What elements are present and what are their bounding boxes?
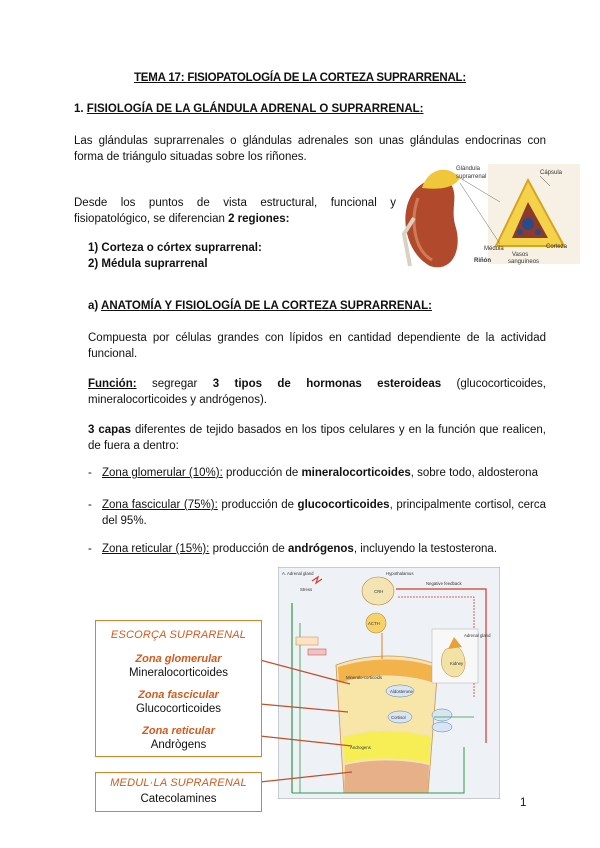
zone-hormone: glucocorticoides xyxy=(297,499,390,511)
zone-name: Zona fascicular (75%): xyxy=(102,499,218,511)
legend-hormone-androgens: Andrògens xyxy=(150,739,207,751)
medulla-legend-box xyxy=(95,772,262,812)
zone-hormone: mineralocorticoides xyxy=(301,467,411,479)
section-1-heading xyxy=(74,103,424,115)
kidney-label: Kidney xyxy=(450,661,464,666)
regions-paragraph-bold: 2 regiones: xyxy=(228,213,290,225)
regions-paragraph-text: Desde los puntos de vista estructural, funcional y fisiopatológico, se diferencian xyxy=(74,197,396,225)
aldosterone-label: Aldosterone xyxy=(390,689,413,694)
regions-list xyxy=(88,240,262,272)
adrenal-cap xyxy=(422,170,460,189)
zone-hormone: andrógenos xyxy=(288,543,354,555)
zone-item-glomerular: - Zona glomerular (10%): producción de mineralocorticoides, sobre todo, aldosterona xyxy=(88,467,538,479)
adrenal-gland-label: Adrenal gland xyxy=(464,633,491,638)
layers-bold: 3 capas xyxy=(88,424,131,436)
section-a-prefix: a) xyxy=(88,300,99,312)
label-sanguineos: sanguíneos xyxy=(508,259,540,265)
feedback-label: Negative feedback xyxy=(426,581,462,586)
mineralo-label: Mineralo-corticoids xyxy=(346,675,383,680)
function-label: Función: xyxy=(88,378,137,390)
legend-hormone-catecolamines: Catecolamines xyxy=(140,793,217,805)
connector-glomerular xyxy=(260,660,350,684)
acth-label: ACTH xyxy=(368,621,380,626)
label-capsula: Cápsula xyxy=(540,170,563,176)
zone-item-fascicular: - Zona fascicular (75%): producción de glucocorticoides, principalmente cortisol, cerca del 95%. xyxy=(88,499,547,527)
legend-zone-fascicular: Zona fascicular xyxy=(138,689,219,701)
stress-label: Stress xyxy=(300,587,313,592)
section-a-heading xyxy=(88,300,432,312)
function-bold: 3 tipos de hormonas esteroideas xyxy=(212,378,442,390)
crh-label: CRH xyxy=(374,589,384,594)
page-number: 1 xyxy=(520,797,527,809)
intro-paragraph: Las glándulas suprarrenales o glándulas adrenales son unas glándulas endocrinas con forma de triángulo situadas sobre los riñones. xyxy=(74,135,546,163)
zone-name: Zona reticular (15%): xyxy=(102,543,210,555)
cortex-legend-box xyxy=(95,620,262,757)
legend-hormone-mineralocorticoides: Mineralocorticoides xyxy=(128,667,229,679)
legend-connectors xyxy=(260,620,383,810)
region-item: 1) Corteza o córtex suprarrenal: xyxy=(88,242,262,254)
label-vasos: Vasos xyxy=(512,252,529,258)
diagram-header: A. Adrenal gland xyxy=(282,571,314,576)
kidney-adrenal-figure xyxy=(400,158,580,270)
zone-name: Zona glomerular (10%): xyxy=(102,467,223,479)
connector-reticular xyxy=(260,736,352,746)
label-medula: Médula xyxy=(484,246,504,252)
legend-hormone-glucocorticoides: Glucocorticoides xyxy=(135,703,221,715)
function-paragraph xyxy=(88,376,546,408)
regions-paragraph xyxy=(74,195,396,227)
function-text-2: (glucocorticoides, mineralocorticoides y andrógenos). xyxy=(88,378,547,406)
section-1-number: 1. xyxy=(74,103,84,115)
zone-item-reticular: - Zona reticular (15%): producción de andrógenos, incluyendo la testosterona. xyxy=(88,543,498,555)
legend-zone-glomerular: Zona glomerular xyxy=(135,653,222,665)
label-corteza: Corteza xyxy=(546,244,568,250)
cortex-legend-title: ESCORÇA SUPRARENAL xyxy=(110,629,247,641)
layers-text: diferentes de tejido basados en los tipos celulares y en la función que realicen, de fuera a dentro: xyxy=(88,424,546,452)
layers-paragraph xyxy=(88,422,546,454)
function-text-1: segregar xyxy=(136,378,213,390)
document-title: TEMA 17: FISIOPATOLOGÍA DE LA CORTEZA SUPRARRENAL: xyxy=(133,72,467,84)
section-1-heading-text: FISIOLOGÍA DE LA GLÁNDULA ADRENAL O SUPRARRENAL: xyxy=(86,103,424,115)
section-a-heading-text: ANATOMÍA Y FISIOLOGÍA DE LA CORTEZA SUPRARRENAL: xyxy=(101,300,432,312)
legend-zone-reticular: Zona reticular xyxy=(142,725,215,737)
hypothalamus-label: Hypothalamus xyxy=(386,571,414,576)
label-suprarrenal: suprarrenal xyxy=(456,174,487,180)
cortisol-label: Cortisol xyxy=(391,715,406,720)
region-item: 2) Médula suprarrenal xyxy=(88,258,208,270)
composition-paragraph: Compuesta por células grandes con lípidos en cantidad dependiente de la actividad funcional. xyxy=(88,332,546,360)
label-rinon: Riñón xyxy=(474,258,491,264)
androgens-label: Androgens xyxy=(350,745,371,750)
medulla-legend-title: MEDUL·LA SUPRARENAL xyxy=(110,777,247,789)
connector-fascicular xyxy=(260,704,348,712)
connector-medulla xyxy=(260,772,352,782)
label-glandula: Glándula xyxy=(456,166,481,172)
